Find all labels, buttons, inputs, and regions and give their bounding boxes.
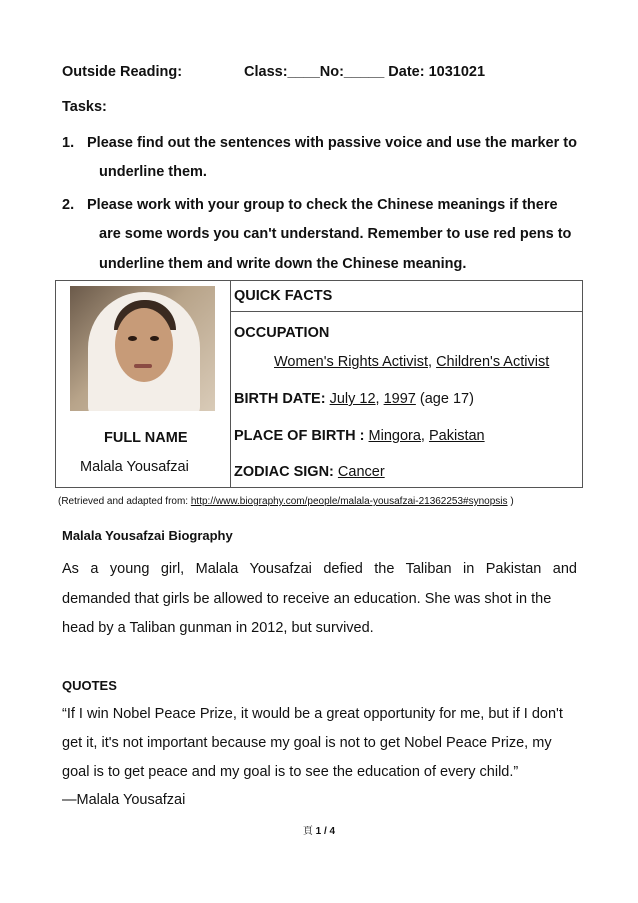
quick-facts-heading: QUICK FACTS [234, 288, 333, 304]
zodiac-row [234, 464, 385, 480]
quote-line: “If I win Nobel Peace Prize, it would be a great opportunity for me, but if I don't [62, 706, 563, 722]
place-of-birth-row [234, 428, 485, 444]
place-country-link[interactable]: Pakistan [428, 428, 485, 444]
table-divider [230, 311, 582, 312]
biography-title: Malala Yousafzai Biography [62, 528, 233, 543]
quick-facts-table [55, 280, 583, 488]
task-line: Please find out the sentences with passive voice and use the marker to [87, 135, 577, 151]
task-line: are some words you can't understand. Remember to use red pens to [99, 226, 572, 242]
occupation-value [274, 354, 549, 370]
separator: , [420, 428, 425, 444]
mouth [134, 364, 152, 368]
source-prefix: (Retrieved and adapted from: [58, 496, 189, 507]
occupation-link-womens-rights[interactable]: Women's Rights Activist [274, 354, 428, 370]
birth-year-link[interactable]: 1997 [383, 391, 416, 407]
quotes-title: QUOTES [62, 678, 117, 693]
task-line: underline them. [99, 164, 207, 180]
face [115, 308, 173, 382]
class-info: Class:____No:_____ Date: 1031021 [244, 64, 486, 80]
page-number: 1 / 4 [315, 826, 336, 837]
occupation-label: OCCUPATION [234, 325, 330, 341]
quote-line: goal is to get peace and my goal is to see the education of every child.” [62, 764, 519, 780]
quote-attribution: —Malala Yousafzai [62, 792, 186, 808]
source-citation [58, 496, 514, 507]
birth-date-link[interactable]: July 12 [329, 391, 376, 407]
zodiac-label: ZODIAC SIGN: [234, 464, 334, 480]
task-line: underline them and write down the Chinese meaning. [99, 256, 467, 272]
task-number: 1. [62, 135, 75, 151]
source-url-link[interactable]: http://www.biography.com/people/malala-yousafzai-21362253#synopsis [190, 496, 508, 507]
birth-date-label: BIRTH DATE: [234, 391, 326, 407]
full-name-label: FULL NAME [104, 430, 188, 446]
page-char: 頁 [302, 826, 313, 837]
eye [128, 336, 137, 341]
biography-line: demanded that girls be allowed to receive an education. She was shot in the [62, 591, 552, 607]
eye [150, 336, 159, 341]
place-of-birth-label: PLACE OF BIRTH : [234, 428, 365, 444]
page-footer [0, 822, 638, 837]
outside-reading-label: Outside Reading: [62, 64, 183, 80]
full-name-value: Malala Yousafzai [80, 459, 189, 475]
portrait-photo [70, 286, 215, 411]
age: (age 17) [419, 391, 474, 407]
task-line: Please work with your group to check the Chinese meanings if there [87, 197, 558, 213]
task-number: 2. [62, 197, 75, 213]
zodiac-link[interactable]: Cancer [337, 464, 385, 480]
place-city-link[interactable]: Mingora [368, 428, 421, 444]
biography-line: head by a Taliban gunman in 2012, but survived. [62, 620, 374, 636]
birth-date-row [234, 391, 474, 407]
quote-line: get it, it's not important because my goal is not to get Nobel Peace Prize, my [62, 735, 552, 751]
separator: , [375, 391, 380, 407]
separator: , [428, 354, 433, 370]
source-suffix: ) [510, 496, 514, 507]
biography-line: As a young girl, Malala Yousafzai defied the Taliban in Pakistan and [62, 561, 577, 577]
occupation-link-childrens[interactable]: Children's Activist [436, 354, 550, 370]
tasks-label: Tasks: [62, 99, 107, 115]
